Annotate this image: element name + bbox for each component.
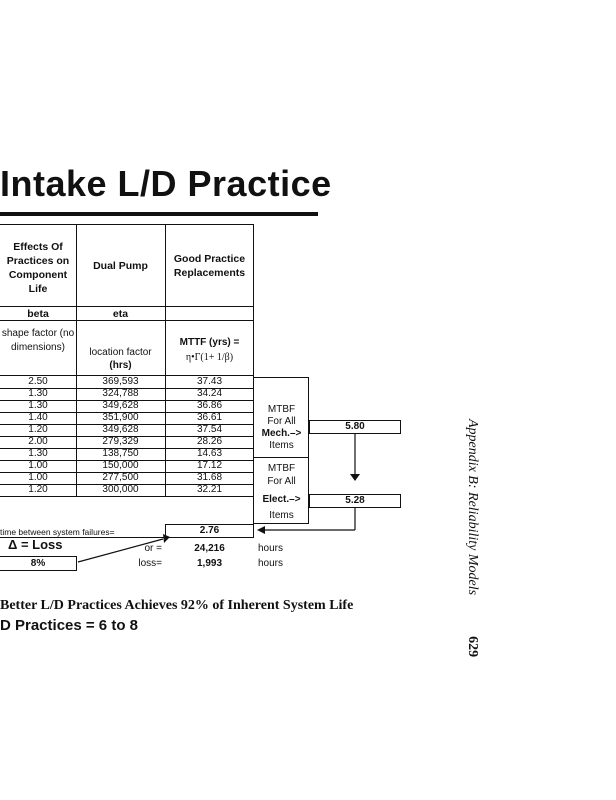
table-cell-eta: 150,000 xyxy=(102,460,139,471)
table-cell-beta: 1.40 xyxy=(28,412,48,423)
table-cell-mttf: 37.43 xyxy=(196,376,223,387)
running-head-title: Appendix B: Reliability Models xyxy=(465,418,480,596)
mtbf-elect-4: Items xyxy=(269,510,294,521)
desc-formula: η•Γ(1+ 1/β) xyxy=(185,352,234,363)
desc-location-factor: location factor xyxy=(89,347,152,358)
loss-label: loss= xyxy=(138,558,162,569)
mtbf-mech-4: Items xyxy=(269,440,294,451)
page-title: Intake L/D Practice xyxy=(0,163,332,204)
table-cell-eta: 300,000 xyxy=(102,484,139,495)
table-cell-mttf: 36.61 xyxy=(196,412,223,423)
desc-hrs: (hrs) xyxy=(109,360,132,371)
system-label: time between system failures= xyxy=(0,527,115,537)
table-cell-mttf: 37.54 xyxy=(196,424,223,435)
table-cell-beta: 1.20 xyxy=(28,424,48,435)
table-cell-mttf: 17.12 xyxy=(196,460,223,471)
desc-mttf: MTTF (yrs) = xyxy=(179,337,240,348)
conclusion-line-1: Better L/D Practices Achieves 92% of Inherent System Life xyxy=(0,598,354,613)
table-cell-beta: 1.20 xyxy=(28,484,48,495)
delta-loss-value: 8% xyxy=(0,556,77,571)
table-cell-mttf: 31.68 xyxy=(196,472,223,483)
mtbf-elect-1: MTBF xyxy=(267,463,296,474)
header-effects: Effects Of Practices on Component Life xyxy=(6,241,70,295)
param-eta: eta xyxy=(112,308,129,320)
hours-value: 24,216 xyxy=(194,543,225,554)
header-dual-pump: Dual Pump xyxy=(93,260,148,272)
table-cell-eta: 324,788 xyxy=(102,388,139,399)
mtbf-mech-3: Mech.–> xyxy=(261,428,302,439)
table-cell-eta: 138,750 xyxy=(102,448,139,459)
delta-loss-label: Δ = Loss xyxy=(8,537,63,552)
table-cell-eta: 279,329 xyxy=(102,436,139,447)
page-number: 629 xyxy=(465,636,480,658)
table-cell-beta: 1.00 xyxy=(28,472,48,483)
system-value: 2.76 xyxy=(165,524,254,538)
table-cell-mttf: 14.63 xyxy=(196,448,223,459)
table-cell-eta: 277,500 xyxy=(102,472,139,483)
table-cell-eta: 351,900 xyxy=(102,412,139,423)
mtbf-mech-value: 5.80 xyxy=(309,420,401,434)
or-label: or = xyxy=(144,543,162,554)
mtbf-elect-value: 5.28 xyxy=(309,494,401,508)
table-cell-beta: 1.30 xyxy=(28,400,48,411)
table-cell-mttf: 34.24 xyxy=(196,388,223,399)
mtbf-elect-3: Elect.–> xyxy=(262,494,301,505)
table-cell-beta: 1.30 xyxy=(28,448,48,459)
table-cell-beta: 2.00 xyxy=(28,436,48,447)
conclusion-line-2: D Practices = 6 to 8 xyxy=(0,617,138,634)
param-beta: beta xyxy=(27,308,49,320)
table-cell-mttf: 36.86 xyxy=(196,400,223,411)
mtbf-elect-2: For All xyxy=(267,476,296,487)
mtbf-mech-1: MTBF xyxy=(267,404,296,415)
table-cell-mttf: 28.26 xyxy=(196,436,223,447)
table-cell-eta: 369,593 xyxy=(102,376,139,387)
running-head xyxy=(462,420,482,660)
header-good-practice: Good Practice Replacements xyxy=(173,253,246,279)
table-cell-eta: 349,628 xyxy=(102,400,139,411)
table-cell-beta: 2.50 xyxy=(28,376,48,387)
loss-unit: hours xyxy=(258,558,284,569)
table-cell-eta: 349,628 xyxy=(102,424,139,435)
mtbf-mech-2: For All xyxy=(267,416,296,427)
table-cell-mttf: 32.21 xyxy=(196,484,223,495)
hours-unit: hours xyxy=(258,543,284,554)
desc-shape-factor: shape factor (no dimensions) xyxy=(1,328,75,353)
table-cell-beta: 1.00 xyxy=(28,460,48,471)
table-cell-beta: 1.30 xyxy=(28,388,48,399)
loss-value: 1,993 xyxy=(196,558,223,569)
